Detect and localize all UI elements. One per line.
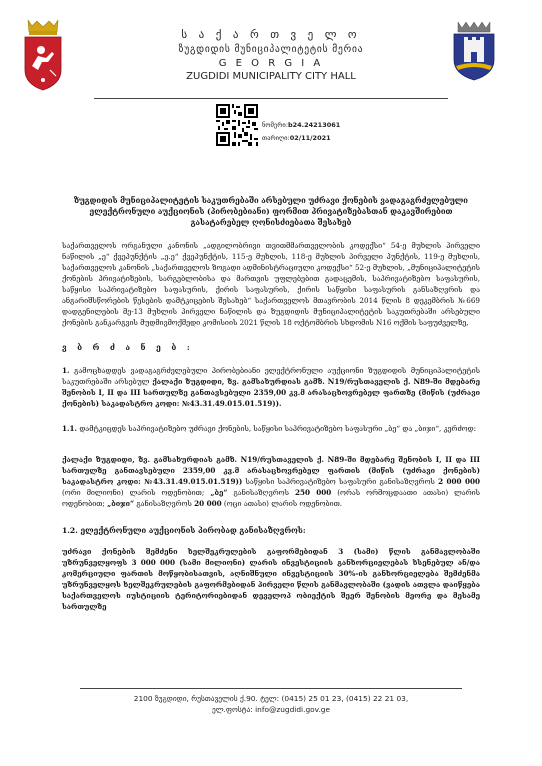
preamble-paragraph: საქართველოს ორგანული კანონის „ადგილობრივი თვითმმართველობის კოდექსი“ 54-ე მუხლის პირველი ნაწილის „ე“ ქვეპუნქტის „ე.ე“ ქვეპუნქტის, 115-ე მუხლის, 118-ე მუხლის პირველი პუნქტის, 119-ე მუხლის, საქართველოს კანონის „საქართველოს ზოგადი ადმინისტრაციული კოდექსი“ 52-ე მუხლის, „მუნიციპალიტეტის ქონების პრივატიზების, სარგებლობისა და მართვის უფლებებით გადაცემის, საპრივატიზებო საფასურის, საწყისი საპრივატიზებო საფასურის, ქირის საფასურის, ქირის საწყისი საფასურის განსაზღვრის და ანგარიშსწორების წესების დამტკიცების შესახებ“ საქართველოს მთავრობის 2014 წლის 8 დეკემბრის №669 დადგენილების მე-13 მუხლის პირველი ნაწილის და ზუგდიდის მუნიციპალიტეტის საკუთრებაში არსებული ქონების განკარგვის მუდმივმოქმედი კომისიის 2021 წლის 18 ოქტომბრის სხდომის N16 ოქმის საფუძველზე, — [62, 241, 481, 327]
letterhead — [0, 0, 542, 96]
item-1-1-text: დამტკიცდეს საპრივატიზებო უძრავი ქონების, საწყისი საპრივატიზებო საფასური „ბე“ და „ბიჯი“, კერძოდ: — [79, 424, 477, 433]
item-1-property: ქალაქი ზუგდიდი, ზვ. გამსახურდიას გამზ. N19/რუსთაველის ქ. N89-ში მდებარე შენობის I, II და III სართულზე განთავსებული 2359,00 კვ.მ არასაცხოვრებელ ფართზე (მიწის (უძრავი ქონების) საკადასტრო კოდი: №43.31.49.015.01.519)). — [62, 377, 480, 408]
starting-price: 2 000 000 — [438, 477, 480, 486]
qr-code-icon — [216, 104, 258, 146]
footer — [60, 693, 482, 715]
price-text-5: განისაზღვროს — [134, 499, 195, 508]
item-1-number: 1. — [62, 366, 70, 375]
registration-date-value: 02/11/2021 — [289, 134, 331, 142]
letterhead-text — [100, 28, 442, 82]
item-1-1-paragraph — [62, 423, 480, 434]
item-1-2-paragraph: უძრავი ქონების შემძენი ხელშეკრულების გაფორმებიდან 3 (სამი) წლის განმავლობაში უზრუნველყოფს 3 000 000 (სამი მილიონი) ლარის ინვესტიციის განხორციელებას ხსენებულ ან/და კომერციული ფართის მოწყობისათვის, აღნიშნული ინვესტიციის 30%-ის განხორციელება შემძენმა უზრუნველყოს ხელშეკრულების გაფორმებიდან პირველი წლის განმავლობაში (ვადის ათვლა დაიწყება საქართველოს იუსტიციის ტერიტორიებიდან დეველოპ ობიექტის შეერ შენობის მეორე და მესამე სართულზე — [62, 547, 481, 611]
price-text-6: (ოცი ათასი) ლარის ოდენობით. — [221, 499, 343, 508]
footer-email: ელ.ფოსტა: info@zugdidi.gov.ge — [211, 705, 331, 714]
price-text-1: საწყისი საპრივატიზებო საფასური განისაზღვროს — [242, 477, 439, 486]
country-name-english: G E O R G I A — [218, 58, 324, 69]
property-description: ქალაქი ზუგდიდი, ზვ. გამსახურდიას გამზ. N19/რუსთაველის ქ. N89-ში მდებარე შენობის I, II და III სართულზე განთავსებული 2359,00 კვ.მ არასაცხოვრებელ ფართის (მიწის (უძრავი ქონების) საკადასტრო კოდი: №43.31.49.015.01.519)) — [62, 455, 480, 486]
price-text-3: განისაზღვროს — [227, 488, 295, 497]
registration-date — [262, 134, 331, 142]
registration-number — [262, 121, 340, 129]
city-hall-name-georgian: ზუგდიდის მუნიციპალიტეტის მერია — [178, 44, 364, 55]
bid-step-amount: 20 000 — [194, 499, 222, 508]
zugdidi-coat-of-arms-icon — [450, 20, 498, 82]
item-1-1-number: 1.1. — [62, 424, 78, 433]
decree-heading: ვ ბ რ ძ ა ნ ე ბ : — [62, 343, 194, 352]
bid-step-label: „ბიჯი“ — [107, 499, 135, 508]
price-text-4: (ორას ორმოცდაათი ათასი) ლარის ოდენობით; — [62, 488, 480, 508]
georgia-coat-of-arms-icon — [20, 18, 66, 94]
header-divider — [94, 98, 448, 99]
deposit-amount: 250 000 — [294, 488, 332, 497]
city-hall-name-english: ZUGDIDI MUNICIPALITY CITY HALL — [186, 71, 356, 82]
item-1-2-heading: 1.2. ელექტრონული აუქციონის პირობად განისაზღვროს: — [62, 526, 306, 535]
registration-number-label: ნომერი: — [262, 121, 288, 129]
price-text-2: (ორი მილიონი) ლარის ოდენობით; — [62, 488, 211, 497]
footer-divider — [80, 688, 462, 689]
item-1-1-details — [62, 454, 480, 509]
registration-date-label: თარიღი: — [262, 134, 290, 142]
item-1-text: გამოცხადდეს ვადაგაგრძელებული პირობებიანი ელექტრონული აუქციონი ზუგდიდის მუნიციპალიტეტის საკუთრებაში არსებულ — [62, 366, 480, 386]
footer-address: 2100 ზუგდიდი, რუსთაველის ქ.90. ტელ: (0415) 25 01 23, (0415) 22 21 03, — [133, 694, 409, 703]
deposit-label: „ბე“ — [210, 488, 228, 497]
country-name-georgian: ს ა ქ ა რ თ ვ ე ლ ო — [181, 28, 361, 41]
item-1-paragraph — [62, 365, 480, 409]
document-title: ზუგდიდის მუნიციპალიტეტის საკუთრებაში არსებული უძრავი ქონების ვადაგაგრძელებული ელექტრონული აუქციონის (პირობებიანი) ფორმით პრივატიზებასთან დაკავშირებით გასატარებელ ღონისძიებათა შესახებ — [74, 196, 468, 227]
registration-number-value: b24.24213061 — [287, 121, 341, 129]
